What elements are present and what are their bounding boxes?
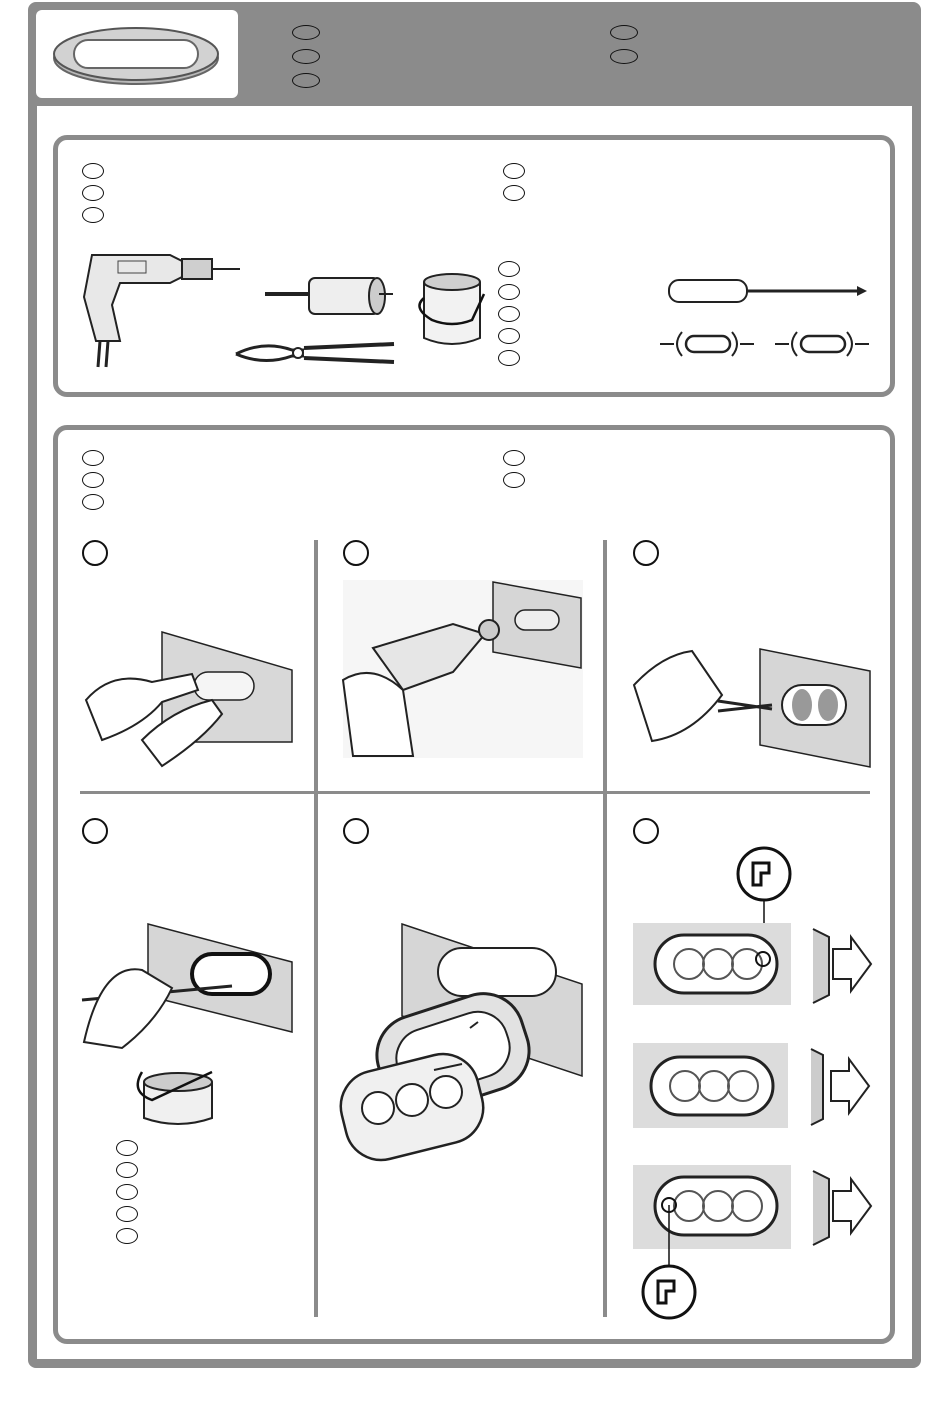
language-marker bbox=[498, 284, 520, 300]
step-1-marker bbox=[82, 540, 108, 566]
language-marker bbox=[82, 472, 104, 488]
language-marker bbox=[503, 163, 525, 179]
language-marker bbox=[498, 350, 520, 366]
language-marker bbox=[116, 1228, 138, 1244]
language-marker bbox=[82, 494, 104, 510]
language-marker bbox=[116, 1162, 138, 1178]
step-5-marker bbox=[343, 818, 369, 844]
language-marker bbox=[503, 450, 525, 466]
oval-template-icon bbox=[775, 330, 870, 358]
step-4-marker bbox=[82, 818, 108, 844]
language-marker bbox=[610, 49, 638, 64]
language-marker bbox=[503, 185, 525, 201]
step-1-illustration bbox=[82, 630, 297, 770]
language-marker bbox=[292, 25, 320, 40]
step-divider bbox=[314, 540, 318, 1317]
language-marker bbox=[498, 328, 520, 344]
step-2-illustration bbox=[343, 580, 583, 760]
language-marker bbox=[610, 25, 638, 40]
language-marker bbox=[116, 1206, 138, 1222]
product-thumbnail bbox=[36, 10, 238, 98]
sealant-bucket-icon bbox=[412, 268, 492, 358]
step-4-illustration bbox=[82, 922, 297, 1132]
language-marker bbox=[292, 73, 320, 88]
detail-zoom-icon bbox=[735, 845, 793, 903]
language-marker bbox=[82, 450, 104, 466]
language-marker bbox=[116, 1140, 138, 1156]
screwdriver-icon bbox=[667, 276, 872, 306]
step-3-marker bbox=[633, 540, 659, 566]
position-diagram-2 bbox=[633, 1043, 873, 1128]
language-marker bbox=[498, 261, 520, 277]
hole-saw-icon bbox=[265, 272, 395, 322]
step-divider bbox=[603, 540, 607, 1317]
oval-template-icon bbox=[660, 330, 755, 358]
language-marker bbox=[292, 49, 320, 64]
step-2-marker bbox=[343, 540, 369, 566]
drill-icon bbox=[78, 245, 248, 370]
language-marker bbox=[116, 1184, 138, 1200]
step-divider bbox=[80, 791, 870, 794]
language-marker bbox=[82, 207, 104, 223]
language-marker bbox=[503, 472, 525, 488]
step-3-illustration bbox=[632, 645, 872, 770]
tin-snips-icon bbox=[234, 338, 399, 368]
language-marker bbox=[82, 185, 104, 201]
sealing-ring-image bbox=[36, 10, 238, 98]
step-5-illustration bbox=[338, 922, 588, 1172]
language-marker bbox=[498, 306, 520, 322]
language-marker bbox=[82, 163, 104, 179]
step-6-marker bbox=[633, 818, 659, 844]
detail-zoom-icon bbox=[640, 1205, 698, 1320]
position-diagram-1 bbox=[633, 923, 873, 1008]
